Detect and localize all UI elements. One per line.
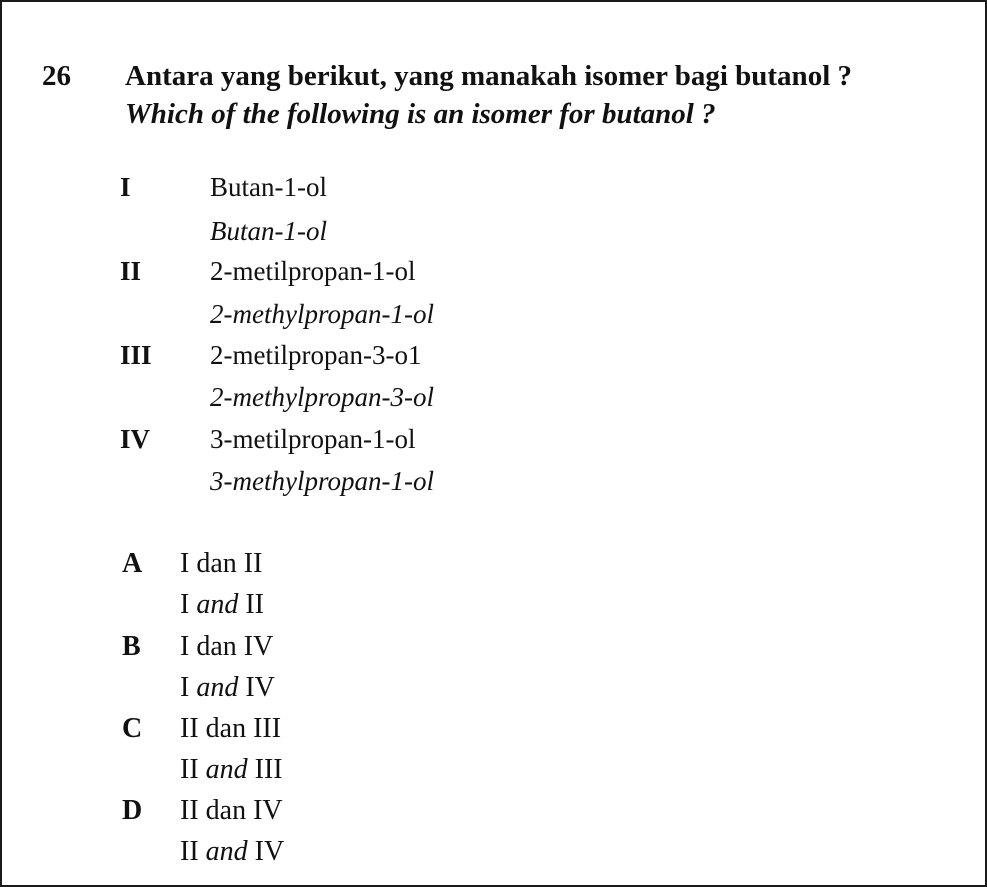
statement-text-english-iv: 3-methylpropan-1-ol (210, 466, 434, 496)
option-c-first-numeral: II (180, 754, 199, 785)
option-letter-a: A (122, 548, 143, 579)
option-a-first-numeral: I (180, 589, 190, 620)
statement-text-malay-ii: 2-metilpropan-1-ol (210, 256, 416, 286)
option-text-malay-c: II dan III (180, 713, 282, 744)
option-d-second-numeral: IV (254, 836, 285, 867)
option-text-english-a (180, 589, 264, 621)
option-letter-b: B (122, 631, 141, 662)
option-c-second-numeral: III (254, 754, 283, 785)
option-letter-c: C (122, 713, 143, 744)
option-text-malay-a: I dan II (180, 548, 263, 579)
statement-text-english-ii: 2-methylpropan-1-ol (210, 299, 434, 329)
option-letter-d: D (122, 795, 143, 826)
option-a-second-numeral: II (245, 589, 264, 620)
statement-numeral-iv: IV (120, 424, 151, 454)
option-text-english-b (180, 672, 275, 704)
statement-text-malay-iii: 2-metilpropan-3-o1 (210, 340, 422, 370)
option-text-english-c (180, 754, 283, 786)
option-text-malay-d: II dan IV (180, 795, 283, 826)
question-text-english: Which of the following is an isomer for butanol ? (125, 98, 716, 130)
statement-numeral-ii: II (120, 256, 142, 286)
option-text-english-d (180, 836, 284, 868)
statement-numeral-iii: III (120, 340, 152, 370)
option-text-malay-b: I dan IV (180, 631, 274, 662)
statement-text-malay-iv: 3-metilpropan-1-ol (210, 424, 416, 454)
option-d-first-numeral: II (180, 836, 199, 867)
statement-text-malay-i: Butan-1-ol (210, 172, 327, 202)
option-b-first-numeral: I (180, 672, 190, 703)
statement-text-english-i: Butan-1-ol (210, 216, 327, 246)
option-a-conjunction: and (196, 589, 239, 620)
question-number: 26 (42, 60, 71, 92)
option-b-conjunction: and (196, 672, 239, 703)
option-b-second-numeral: IV (245, 672, 275, 703)
question-text-malay: Antara yang berikut, yang manakah isomer bagi butanol ? (125, 60, 852, 92)
option-c-conjunction: and (205, 754, 248, 785)
statement-text-english-iii: 2-methylpropan-3-ol (210, 382, 434, 412)
option-d-conjunction: and (205, 836, 248, 867)
statement-numeral-i: I (120, 172, 131, 202)
